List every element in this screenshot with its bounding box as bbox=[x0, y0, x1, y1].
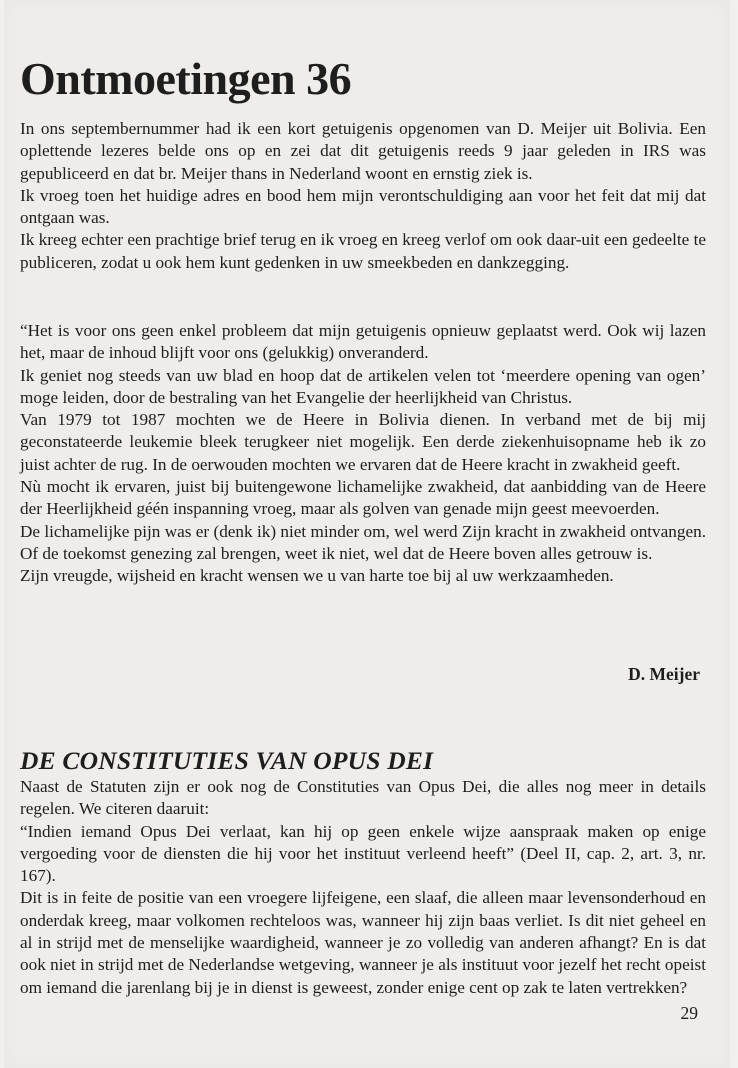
intro-paragraph: Ik kreeg echter een prachtige brief terug en ik vroeg en kreeg verlof om ook daar-uit een gedeelte te publiceren, zodat u ook hem kunt gedenken in uw smeekbeden en dankzegging. bbox=[20, 230, 706, 272]
letter-paragraph: Zijn vreugde, wijsheid en kracht wensen we u van harte toe bij al uw werkzaamheden. bbox=[20, 566, 614, 586]
letter-paragraph: Nù mocht ik ervaren, juist bij buitengewone lichamelijke zwakheid, dat aanbidding van de Heere der Heerlijkheid géén inspanning vroeg, maar als golven van genade mijn geest meevoerden. bbox=[20, 477, 706, 519]
intro-paragraph: In ons septembernummer had ik een kort getuigenis opgenomen van D. Meijer uit Bolivia. Een oplettende lezeres belde ons op en zei dat dit getuigenis reeds 9 jaar geleden in IRS was gepubliceerd en dat br. Meijer thans in Nederland woont en ernstig ziek is. bbox=[20, 119, 706, 183]
page-number: 29 bbox=[680, 1003, 698, 1023]
letter-paragraph: De lichamelijke pijn was er (denk ik) niet minder om, wel werd Zijn kracht in zwakheid ontvangen. Of de toekomst genezing zal brengen, weet ik niet, wel dat de Heere boven alles getrouw is. bbox=[20, 521, 706, 563]
letter-paragraph: Van 1979 tot 1987 mochten we de Heere in Bolivia dienen. In verband met de bij mij geconstateerde leukemie bleek terugkeer niet mogelijk. Een derde ziekenhuisopname heb ik zo juist achter de rug. In de oerwouden mochten we ervaren dat de Heere kracht in zwakheid geeft. bbox=[20, 410, 706, 474]
section-paragraph: Dit is in feite de positie van een vroegere lijfeigene, een slaaf, die alleen maar levensonderhoud en onderdak kreeg, maar volkomen rechteloos was, wanneer hij zijn baas verliet. Is dit niet geheel en al in strijd met de menselijke waardigheid, wanneer je zo volledig van anderen afhangt? En is dat ook niet in strijd met de Nederlandse wetgeving, wanneer je als instituut voor jezelf het recht opeist om iemand die jarenlang bij je in dienst is geweest, zonder enige cent op zak te laten vertrekken? bbox=[20, 888, 706, 997]
section-paragraph: Naast de Statuten zijn er ook nog de Constituties van Opus Dei, die alles nog meer in details regelen. We citeren daaruit: bbox=[20, 777, 706, 819]
author-signature: D. Meijer bbox=[628, 664, 700, 684]
letter-paragraph: “Het is voor ons geen enkel probleem dat mijn getuigenis opnieuw geplaatst werd. Ook wij lazen het, maar de inhoud blijft voor ons (gelukkig) onveranderd. bbox=[20, 321, 706, 363]
article-title: Ontmoetingen 36 bbox=[20, 53, 352, 104]
section-heading: DE CONSTITUTIES VAN OPUS DEI bbox=[20, 746, 434, 775]
intro-text bbox=[20, 118, 706, 274]
letter-paragraph: Ik geniet nog steeds van uw blad en hoop dat de artikelen velen tot ‘meerdere opening van ogen’ moge leiden, door de bestraling van het Evangelie der heerlijkheid van Christus. bbox=[20, 365, 706, 407]
opus-dei-text bbox=[20, 776, 706, 999]
magazine-page bbox=[4, 0, 730, 1068]
intro-paragraph: Ik vroeg toen het huidige adres en bood hem mijn verontschuldiging aan voor het feit dat mij dat ontgaan was. bbox=[20, 185, 706, 228]
section-paragraph: “Indien iemand Opus Dei verlaat, kan hij op geen enkele wijze aanspraak maken op enige vergoeding voor de diensten die hij voor het instituut verleend heeft” (Deel II, cap. 2, art. 3, nr. 167). bbox=[20, 821, 706, 886]
letter-quote bbox=[20, 320, 706, 588]
